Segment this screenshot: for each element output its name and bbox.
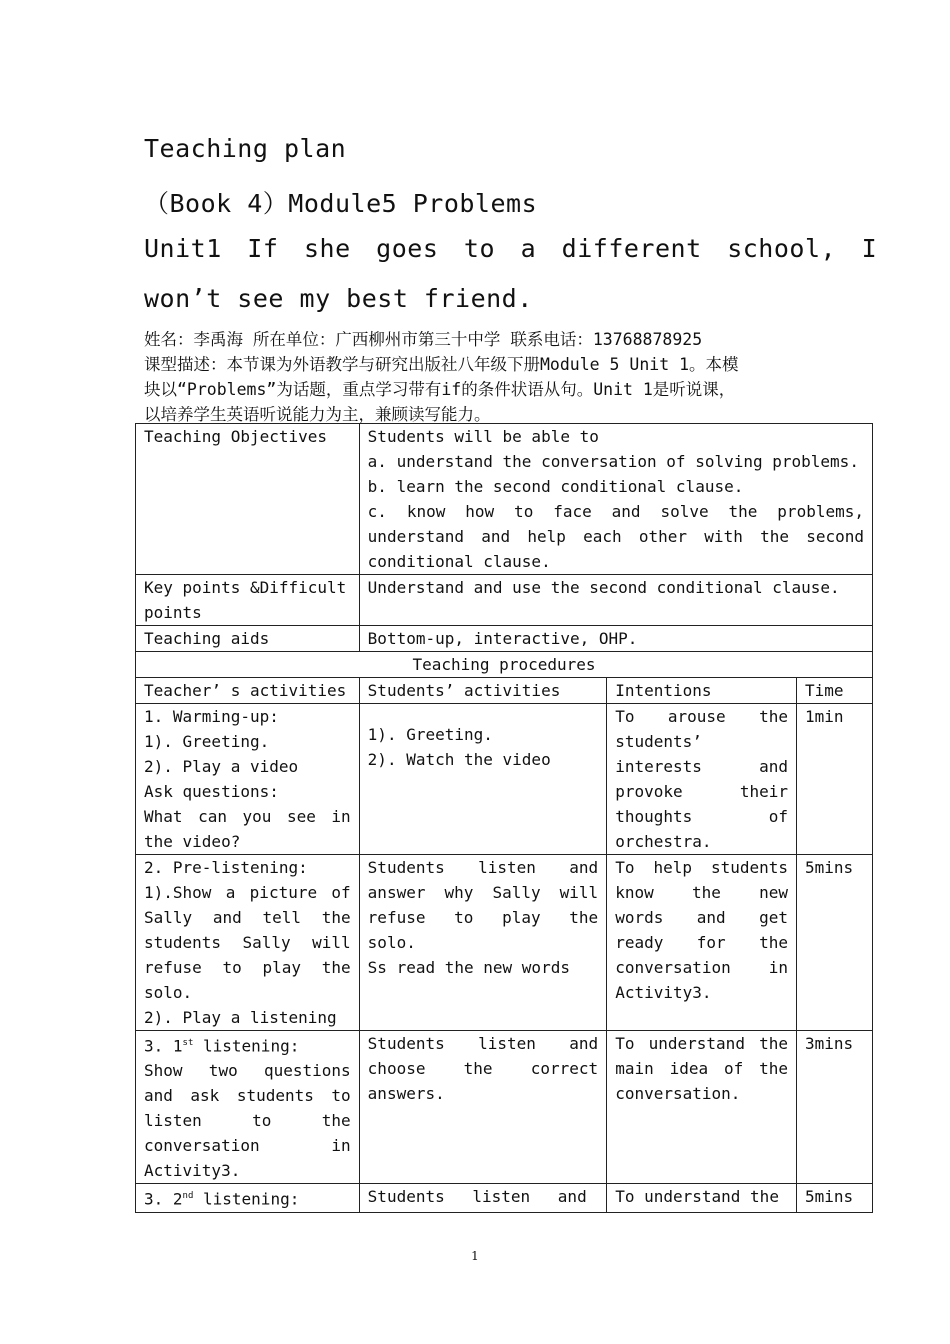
step-line: What can you see in the video?: [144, 807, 351, 851]
step-line: 1). Greeting.: [144, 732, 270, 751]
teacher-activity: [136, 855, 360, 1031]
student-line: Students listen and answer why Sally will refuse to play the solo.: [367, 858, 599, 952]
intention: To arouse the students’ interests and provoke their thoughts of orchestra.: [607, 704, 797, 855]
procedure-row-warming-up: [136, 704, 873, 855]
intention: To help students know the new words and get ready for the conversation in Activity3.: [607, 855, 797, 1031]
author-info: 姓名：李禹海 所在单位：广西柳州市第三十中学 联系电话：13768878925: [144, 330, 703, 349]
student-activity: Students listen and choose the correct answers.: [359, 1031, 607, 1184]
column-header-row: [136, 678, 873, 704]
objectives-label: Teaching Objectives: [136, 424, 360, 575]
procedures-label: Teaching procedures: [136, 652, 873, 678]
objectives-intro: Students will be able to: [367, 427, 599, 446]
step-line: 2). Play a video: [144, 757, 299, 776]
col-teacher-header: Teacher’ s activities: [136, 678, 360, 704]
procedure-row-pre-listening: [136, 855, 873, 1031]
aids-label: Teaching aids: [136, 626, 360, 652]
teacher-activity: [136, 704, 360, 855]
student-line: Ss read the new words: [367, 958, 570, 977]
page-number: 1: [471, 1249, 479, 1263]
student-line: 2). Watch the video: [367, 750, 551, 769]
intention: To understand the main idea of the conversation.: [607, 1031, 797, 1184]
procedures-header-row: [136, 652, 873, 678]
step-line: Ask questions:: [144, 782, 279, 801]
teacher-activity: [136, 1031, 360, 1184]
procedure-row-second-listening: [136, 1184, 873, 1212]
col-students-header: Students’ activities: [359, 678, 607, 704]
aids-value: Bottom-up, interactive, OHP.: [359, 626, 872, 652]
aids-row: [136, 626, 873, 652]
lesson-description-line-2: 块以“Problems”为话题，重点学习带有if的条件状语从句。Unit 1是听说课，: [144, 380, 736, 399]
step-line: 1).Show a picture of Sally and tell the students Sally will refuse to play the solo.: [144, 883, 351, 1002]
teacher-activity: [136, 1184, 360, 1212]
time: 1min: [797, 704, 873, 855]
objectives-row: [136, 424, 873, 575]
lesson-description-line-1: 课型描述：本节课为外语教学与研究出版社八年级下册Module 5 Unit 1。本模: [144, 355, 739, 374]
keypoints-value: Understand and use the second conditional clause.: [359, 575, 872, 626]
lesson-description-line-3: 以培养学生英语听说能力为主，兼顾读写能力。: [144, 405, 491, 424]
step-line: 2). Play a listening: [144, 1008, 337, 1027]
step-line: Show two questions and ask students to listen to the conversation in Activity3.: [144, 1061, 351, 1181]
objectives-content: [359, 424, 872, 575]
title-line-4: won’t see my best friend.: [144, 284, 533, 313]
col-time-header: Time: [797, 678, 873, 704]
step-title: 2. Pre-listening:: [144, 858, 308, 877]
title-line-1: Teaching plan: [144, 134, 347, 163]
time: 3mins: [797, 1031, 873, 1184]
step-title: 3. 1st listening:: [144, 1036, 300, 1056]
objective-a: a. understand the conversation of solving problems.: [367, 452, 859, 471]
step-title: 1. Warming-up:: [144, 707, 279, 726]
time: 5mins: [797, 1184, 873, 1212]
col-intentions-header: Intentions: [607, 678, 797, 704]
procedure-row-first-listening: [136, 1031, 873, 1184]
student-activity: Students listen and: [359, 1184, 607, 1212]
time: 5mins: [797, 855, 873, 1031]
title-line-3: Unit1 If she goes to a different school, I: [144, 234, 878, 263]
keypoints-label: Key points &Difficult points: [136, 575, 360, 626]
objective-b: b. learn the second conditional clause.: [367, 477, 744, 496]
intention: To understand the: [607, 1184, 797, 1212]
keypoints-row: [136, 575, 873, 626]
student-activity: [359, 855, 607, 1031]
student-line: 1). Greeting.: [367, 725, 493, 744]
teaching-plan-table: [135, 423, 873, 1213]
title-line-2: （Book 4）Module5 Problems: [144, 189, 538, 218]
objective-c: c. know how to face and solve the problems, understand and help each other with the second conditional clause.: [367, 502, 864, 571]
student-activity: [359, 704, 607, 855]
step-title: 3. 2nd listening:: [144, 1189, 300, 1209]
